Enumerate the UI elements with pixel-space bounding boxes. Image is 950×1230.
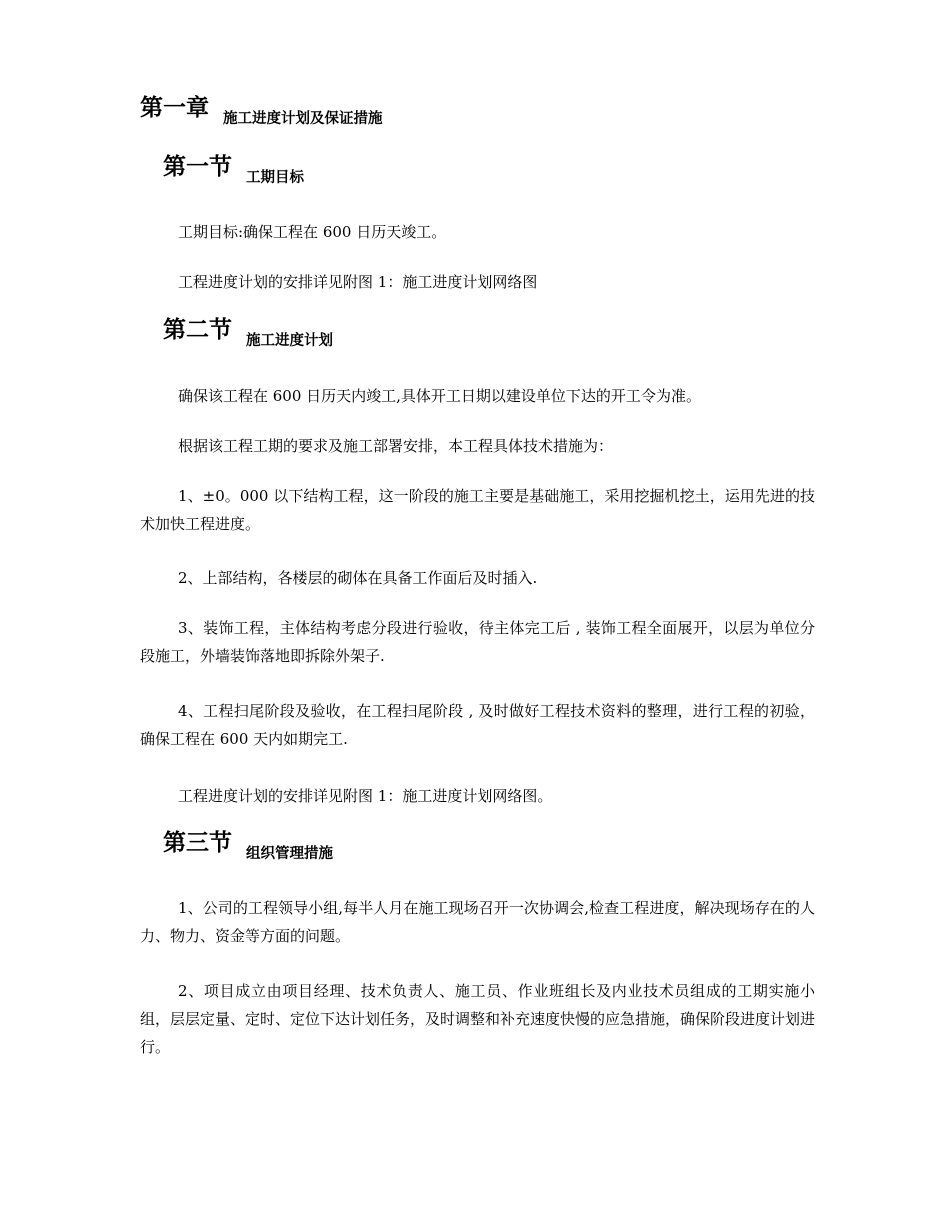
paragraph: 2、上部结构，各楼层的砌体在具备工作面后及时插入. bbox=[178, 569, 538, 587]
paragraph: 3、装饰工程，主体结构考虑分段进行验收，待主体完工后 , 装饰工程全面展开，以层为单位分段施工，外墙装饰落地即拆除外架子. bbox=[140, 619, 815, 665]
paragraph: 工程进度计划的安排详见附图 1：施工进度计划网络图 bbox=[178, 273, 538, 291]
section-title: 工期目标 bbox=[246, 170, 304, 186]
paragraph: 1、±0。000 以下结构工程，这一阶段的施工主要是基础施工，采用挖掘机挖土，运用先进的技术加快工程进度。 bbox=[140, 487, 815, 533]
section-heading-1 bbox=[163, 153, 304, 186]
section-number: 第一节 bbox=[163, 154, 232, 180]
section-heading-2 bbox=[163, 316, 333, 349]
paragraph: 工期目标:确保工程在 600 日历天竣工。 bbox=[178, 223, 447, 241]
chapter-title: 施工进度计划及保证措施 bbox=[223, 111, 383, 127]
section-number: 第二节 bbox=[163, 317, 232, 343]
section-title: 施工进度计划 bbox=[246, 333, 333, 349]
paragraph: 工程进度计划的安排详见附图 1：施工进度计划网络图。 bbox=[178, 787, 553, 805]
section-number: 第三节 bbox=[163, 830, 232, 856]
paragraph: 根据该工程工期的要求及施工部署安排，本工程具体技术措施为： bbox=[178, 437, 614, 455]
paragraph: 1、公司的工程领导小组,每半人月在施工现场召开一次协调会,检查工程进度，解决现场存在的人力、物力、资金等方面的问题。 bbox=[140, 899, 815, 945]
paragraph: 确保该工程在 600 日历天内竣工,具体开工日期以建设单位下达的开工令为准。 bbox=[178, 387, 701, 405]
chapter-heading bbox=[140, 94, 383, 127]
section-title: 组织管理措施 bbox=[246, 846, 333, 862]
paragraph: 4、工程扫尾阶段及验收，在工程扫尾阶段 , 及时做好工程技术资料的整理，进行工程的初验，确保工程在 600 天内如期完工. bbox=[140, 702, 815, 748]
section-heading-3 bbox=[163, 829, 333, 862]
paragraph: 2、项目成立由项目经理、技术负责人、施工员、作业班组长及内业技术员组成的工期实施小组，层层定量、定时、定位下达计划任务，及时调整和补充速度快慢的应急措施，确保阶段进度计划进行。 bbox=[140, 982, 816, 1056]
chapter-number: 第一章 bbox=[140, 95, 209, 121]
